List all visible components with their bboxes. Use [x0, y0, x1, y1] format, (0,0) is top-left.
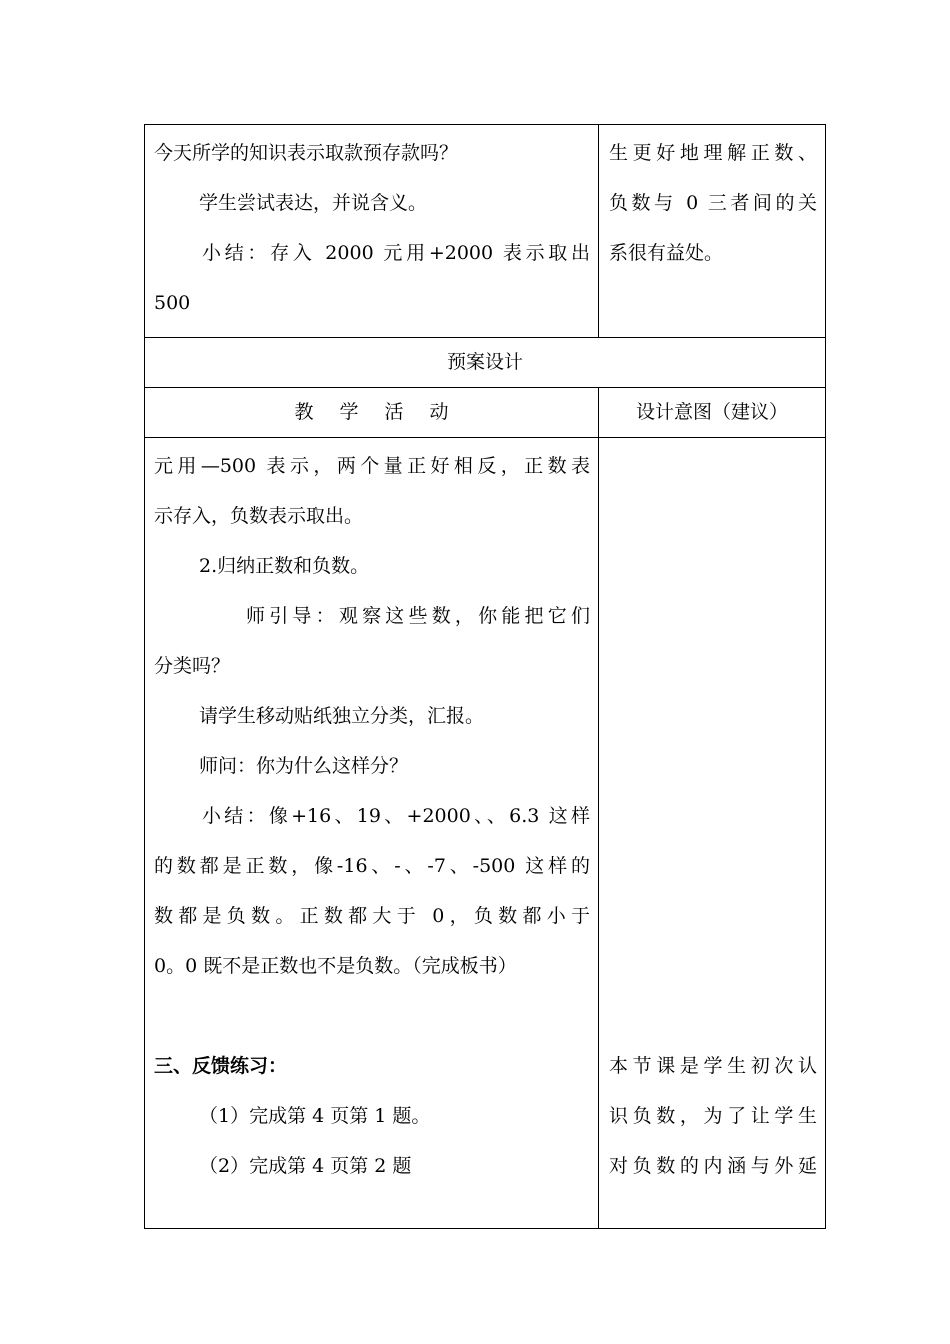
section-title: 预案设计 — [145, 338, 826, 388]
text-line: 小结：像+16、19、+2000、、6.3 这样 — [202, 805, 590, 827]
list-item: （2）完成第 4 页第 2 题 — [199, 1155, 412, 1177]
activity-cell — [145, 438, 599, 1229]
text-line: 师问：你为什么这样分？ — [199, 755, 409, 777]
column-header-label: 教学活动 — [294, 401, 475, 423]
text-line: 本节课是学生初次认 — [609, 1055, 817, 1077]
text-line: 学生尝试表达，并说含义。 — [199, 192, 428, 214]
text-line: 0。0 既不是正数也不是负数。（完成板书） — [154, 955, 517, 977]
text-line: 请学生移动贴纸独立分类，汇报。 — [199, 705, 485, 727]
text-line: 分类吗？ — [154, 655, 231, 677]
column-header-activity — [145, 388, 599, 438]
text-line: 小结：存入 2000 元用+2000 表示取出 — [202, 242, 590, 264]
list-item: （1）完成第 4 页第 1 题。 — [199, 1105, 431, 1127]
text-line: 今天所学的知识表示取款预存款吗？ — [154, 142, 459, 164]
text-line: 对负数的内涵与外延 — [609, 1155, 817, 1177]
table-row — [145, 388, 826, 438]
intent-cell — [599, 438, 826, 1229]
column-header-intent: 设计意图（建议） — [599, 388, 826, 438]
text-line: 生更好地理解正数、 — [609, 142, 817, 164]
table-row — [145, 338, 826, 388]
text-line: 元用—500 表示，两个量正好相反，正数表 — [154, 455, 590, 477]
table-row — [145, 438, 826, 1229]
text-line: 师引导：观察这些数，你能把它们 — [246, 605, 590, 627]
activity-cell — [145, 125, 599, 338]
text-line: 数都是负数。正数都大于 0，负数都小于 — [154, 905, 590, 927]
text-line: 500 — [154, 292, 191, 314]
feedback-heading: 三、反馈练习： — [154, 1055, 288, 1077]
text-line: 负数与 0 三者间的关 — [609, 192, 817, 214]
intent-cell — [599, 125, 826, 338]
table-row — [145, 125, 826, 338]
text-line: 系很有益处。 — [609, 242, 724, 264]
lesson-plan-table — [144, 124, 826, 1229]
text-line: 的数都是正数，像-16、-、-7、-500 这样的 — [154, 855, 590, 877]
text-line: 识负数，为了让学生 — [609, 1105, 817, 1127]
spacer — [154, 1000, 590, 1050]
text-line: 示存入，负数表示取出。 — [154, 505, 364, 527]
text-line: 2.归纳正数和负数。 — [199, 555, 370, 577]
